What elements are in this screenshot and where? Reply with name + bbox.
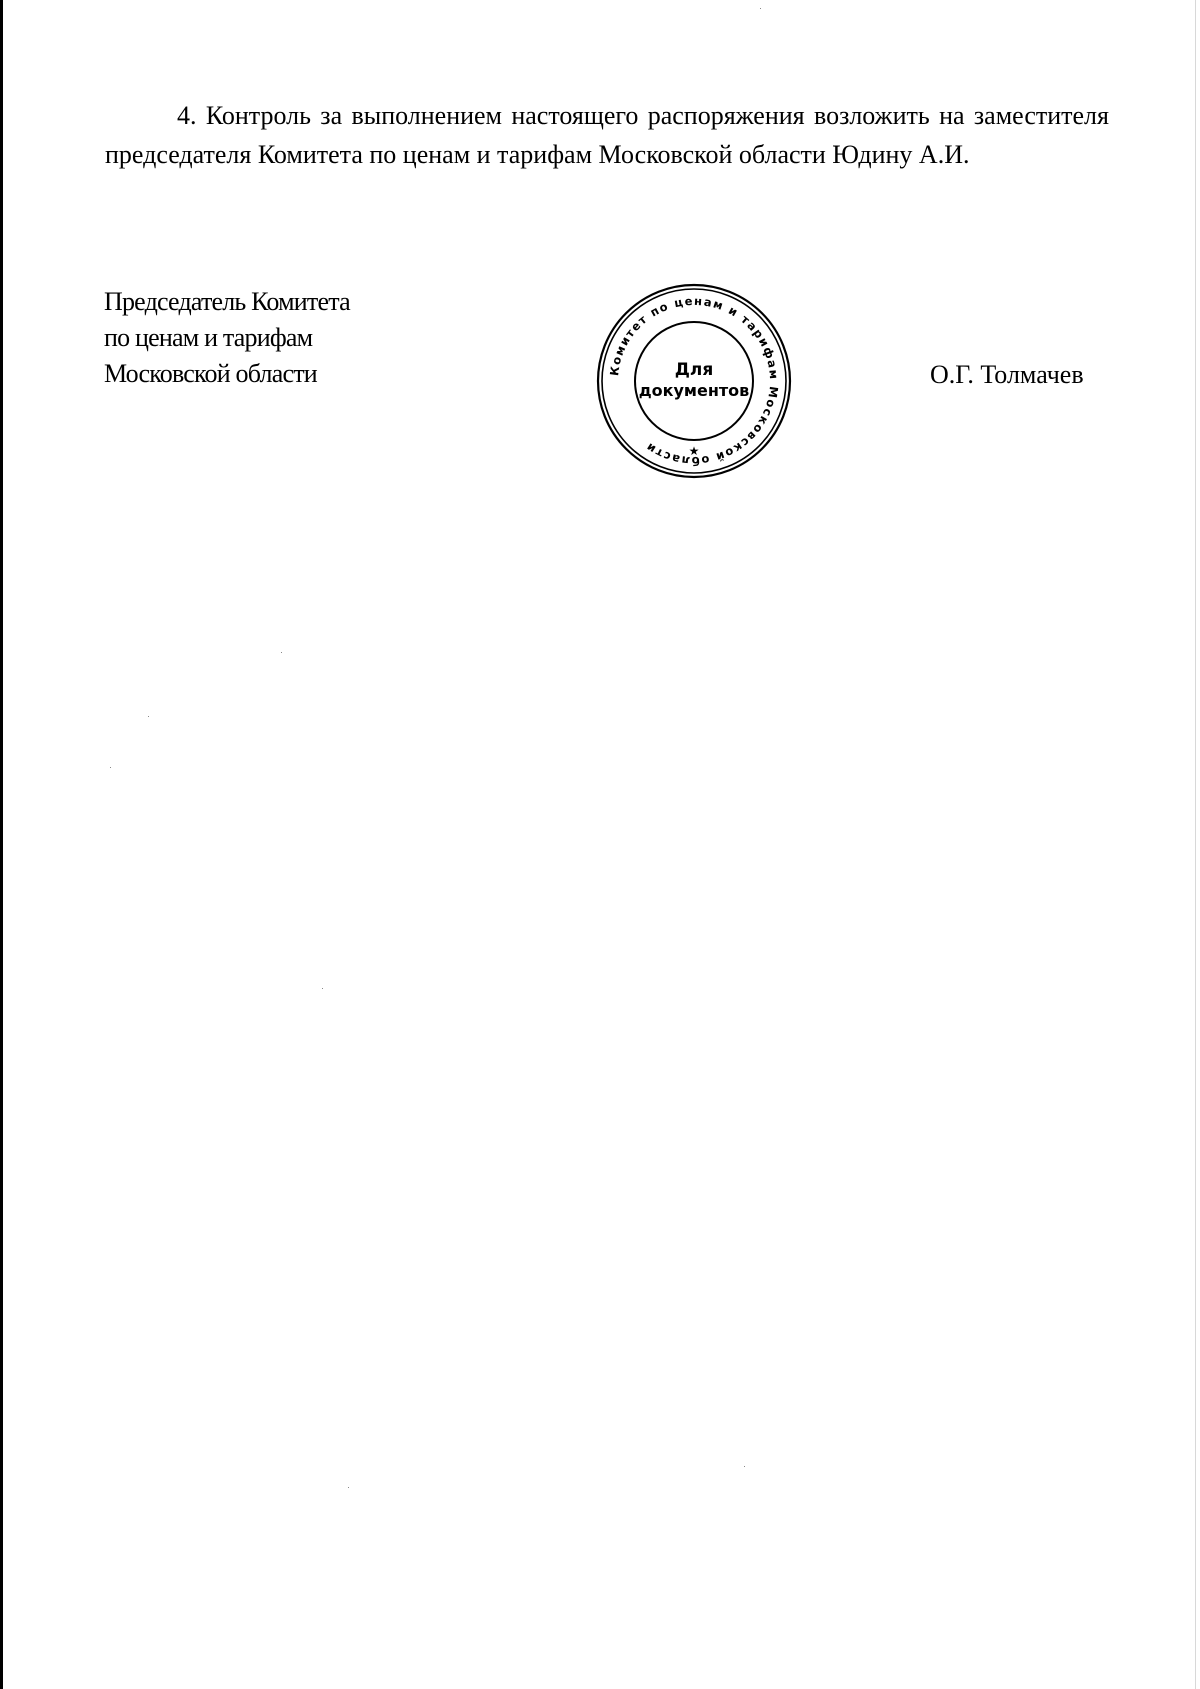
scan-speck [110,767,111,768]
scan-right-border [1195,0,1196,1689]
scan-speck [348,1487,349,1488]
scan-speck [744,1466,745,1467]
signatory-title-line: по ценам и тарифам [104,323,313,352]
scan-speck [281,652,282,653]
scan-speck [148,716,149,717]
seal-ring-text: Комитет по ценам и тарифам Московской области [607,293,782,469]
signatory-title-line: Московской области [104,359,317,388]
signatory-title-line: Председатель Комитета [104,287,350,316]
seal-star-icon: ★ [688,444,700,458]
scan-speck [322,988,323,989]
scan-speck [760,8,761,9]
signatory-title [104,284,350,392]
official-seal [594,281,794,481]
scan-left-border [0,0,3,1689]
seal-center-line-1: Для [674,360,714,380]
paragraph-item-4: 4. Контроль за выполнением настоящего распоряжения возложить на заместителя председателя Комитета по ценам и тарифам Московской области Юдину А.И. [105,101,1109,169]
seal-center-line-2: документов [638,381,750,400]
signatory-name: О.Г. Толмачев [930,360,1084,389]
